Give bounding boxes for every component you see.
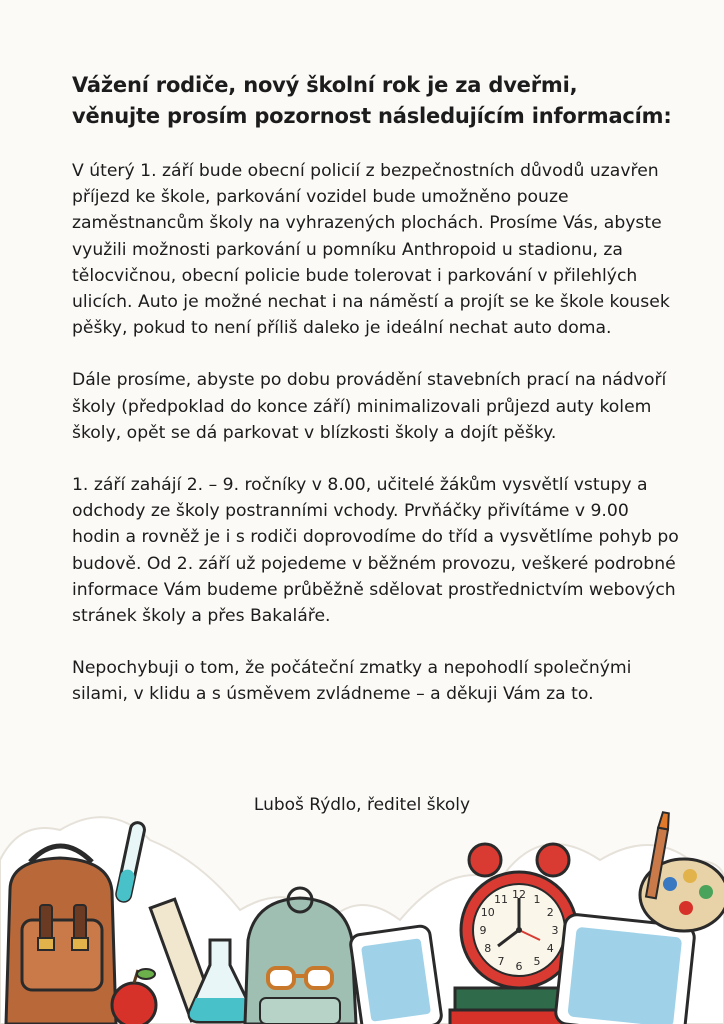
school-supplies-illustration [0, 800, 724, 1024]
paint-palette-icon [640, 812, 724, 931]
letter-body [72, 158, 682, 734]
clock-number: 1 [533, 892, 541, 906]
clock-number: 10 [480, 906, 495, 919]
clock-number: 2 [546, 906, 554, 919]
clock-number: 9 [479, 924, 487, 937]
paragraph-closing: Nepochybuji o tom, že počáteční zmatky a nepohodlí společnými silami, v klidu a s úsměvem zvládneme – a děkuji Vám za to. [72, 658, 632, 705]
clock-number: 8 [484, 942, 492, 955]
signature: Luboš Rýdlo, ředitel školy [253, 795, 471, 815]
paragraph-first-day: 1. září zahájí 2. – 9. ročníky v 8.00, učitelé žákům vysvětlí vstupy a odchody ze školy postranními vchody. Prvňáčky přivítáme v 9.00 hodin a rovněž je i s rodiči doprovodíme do tříd a vysvětlíme pohyb po budově. Od 2. září už pojedeme v běžném provozu, veškeré podrobné informace Vám budeme průběžně sdělovat prostřednictvím webových stránek školy a přes Bakaláře. [72, 475, 679, 627]
clock-number: 3 [551, 924, 559, 937]
clock-number: 4 [546, 942, 554, 955]
paragraph-construction: Dále prosíme, abyste po dobu provádění stavebních prací na nádvoří školy (předpoklad do konce září) minimalizovali průjezd auty kolem školy, opět se dá parkovat v blízkosti školy a dojít pěšky. [72, 370, 667, 443]
clock-number: 5 [533, 955, 541, 969]
clock-number: 6 [515, 960, 523, 973]
letter-heading: Vážení rodiče, nový školní rok je za dveřmi, věnujte prosím pozornost následujícím informacím: [72, 73, 672, 128]
clock-number: 7 [497, 955, 505, 969]
clock-number: 11 [494, 892, 508, 906]
clock-number: 12 [512, 888, 526, 901]
backpack-icon [6, 846, 116, 1024]
paragraph-parking: V úterý 1. září bude obecní policií z bezpečnostních důvodů uzavřen příjezd ke škole, parkování vozidel bude umožněno pouze zaměstnancům školy na vyhrazených plochách. Prosíme Vás, abyste využili možnosti parkování u pomníku Anthropoid u stadionu, za tělocvičnou, obecní policie bude tolerovat i parkování v přilehlých ulicích. Auto je možné nechat i na náměstí a projít se ke škole kousek pěšky, pokud to není příliš daleko je ideální nechat auto doma. [72, 161, 670, 339]
tablet-icon [349, 925, 442, 1024]
